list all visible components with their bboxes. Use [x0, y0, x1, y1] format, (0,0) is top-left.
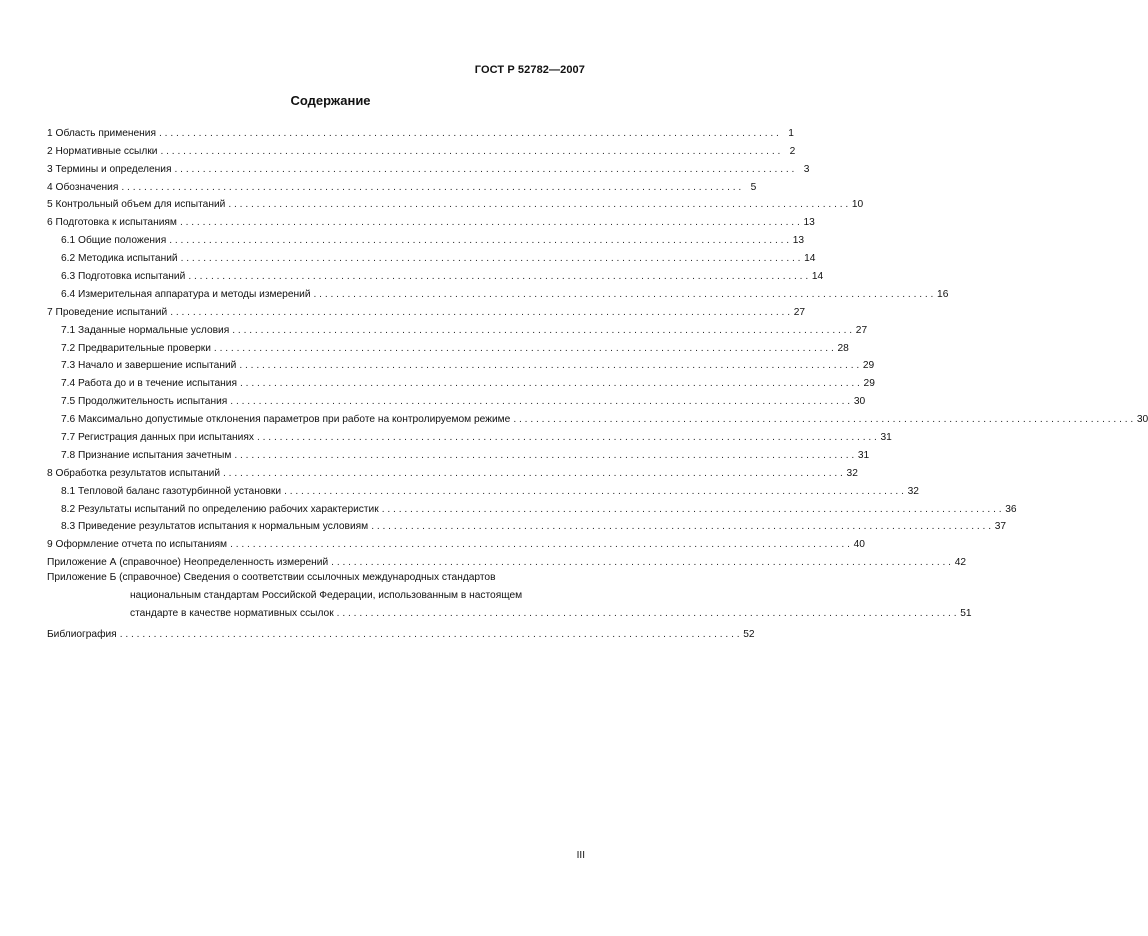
toc-entry-page: 29 [862, 360, 875, 372]
toc-entry-page: 52 [743, 628, 755, 640]
toc-entry-label [61, 378, 237, 390]
toc-entry-label [61, 486, 281, 498]
leader-dots [334, 605, 960, 623]
toc-entry-label [61, 521, 368, 533]
toc-entry-number: 7.4 [61, 378, 76, 390]
toc-entry[interactable] [47, 247, 816, 265]
toc-entry-page: 10 [851, 199, 864, 211]
toc-entry-label: Приложение А (справочное) Неопределенность измерений [47, 557, 329, 569]
toc-entry-title: Продолжительность испытания [78, 396, 228, 408]
toc-entry[interactable] [47, 480, 919, 498]
toc-entry-label [61, 271, 185, 283]
table-of-contents [47, 122, 1148, 641]
toc-entry-label [61, 504, 379, 516]
toc-entry-label [47, 128, 156, 140]
leader-dots [156, 128, 782, 140]
toc-entry-number: 7.6 [61, 414, 76, 426]
toc-entry-number: 4 [47, 181, 53, 193]
toc-entry-title: Контрольный объем для испытаний [55, 199, 226, 211]
toc-entry-page: 2 [789, 145, 796, 157]
toc-entry-number: 8.1 [61, 485, 76, 497]
toc-entry[interactable] [47, 390, 866, 408]
toc-entry-title: Признание испытания зачетным [78, 449, 232, 461]
toc-entry-page: 36 [1005, 503, 1017, 515]
toc-entry[interactable] [47, 122, 794, 140]
document-code: ГОСТ Р 52782—2007 [474, 64, 585, 76]
toc-entry-title: Работа до и в течение испытания [78, 378, 238, 390]
toc-entry-page: 31 [880, 432, 892, 444]
toc-entry-label [61, 325, 229, 337]
toc-entry-label: стандарте в качестве нормативных ссылок [130, 608, 334, 620]
toc-entry[interactable] [47, 211, 815, 229]
toc-entry-page: 13 [803, 217, 815, 229]
toc-entry-label [47, 217, 177, 229]
toc-entry-title: Тепловой баланс газотурбинной установки [78, 485, 282, 497]
toc-entry[interactable] [47, 408, 1148, 426]
toc-entry-page: 30 [853, 396, 866, 408]
toc-entry-label [47, 199, 225, 211]
toc-entry-number: 6.2 [61, 253, 76, 265]
toc-entry-page: 27 [855, 324, 868, 336]
leader-dots [167, 307, 793, 319]
toc-entry-page: 37 [994, 521, 1007, 533]
toc-entry-page: 30 [1136, 414, 1148, 426]
leader-dots [211, 343, 837, 355]
toc-entry-label [61, 360, 236, 372]
toc-entry-label [47, 307, 167, 319]
toc-entry-page: 51 [960, 608, 972, 620]
toc-entry-number: 7 [47, 306, 53, 318]
toc-entry[interactable] [47, 319, 868, 337]
toc-entry-number: 9 [47, 539, 53, 551]
leader-dots [177, 217, 803, 229]
toc-entry-page: 29 [863, 378, 875, 390]
toc-entry-title: Термины и определения [55, 163, 172, 175]
toc-entry-number: 5 [47, 199, 53, 211]
toc-entry[interactable] [47, 301, 806, 319]
leader-dots [117, 629, 743, 641]
toc-entry-number: 3 [47, 163, 53, 175]
toc-entry[interactable] [47, 426, 892, 444]
toc-entry-number: 7.7 [61, 432, 76, 444]
toc-entry-title: Нормативные ссылки [55, 145, 158, 157]
toc-entry-label [61, 432, 254, 444]
toc-entry-page: 14 [811, 271, 824, 283]
leader-dots [166, 235, 792, 247]
toc-entry-number: 6.4 [61, 288, 76, 300]
toc-entry[interactable] [47, 516, 1007, 534]
toc-entry[interactable] [47, 194, 864, 212]
toc-entry-page: 32 [907, 485, 919, 497]
toc-entry[interactable] [47, 337, 849, 355]
toc-entry-label [47, 146, 157, 158]
appendix-b-head: Приложение Б (справочное) Сведения о соответствии ссылочных международных стандартов [47, 572, 496, 584]
leader-dots [311, 289, 937, 301]
toc-entry[interactable] [47, 140, 796, 158]
toc-entry-title: Результаты испытаний по определению рабочих характеристик [78, 503, 379, 515]
page-number: III [576, 850, 585, 861]
toc-entry-number: 8.2 [61, 503, 76, 515]
toc-entry-page: 42 [954, 557, 967, 569]
toc-entry-page: 5 [750, 181, 757, 193]
toc-entry-page: 28 [837, 342, 849, 354]
toc-entry-title: Методика испытаний [78, 253, 178, 265]
toc-entry-number: 8 [47, 467, 53, 479]
leader-dots [172, 164, 798, 176]
toc-entry-title: Приведение результатов испытания к нормальным условиям [78, 521, 369, 533]
leader-dots [281, 486, 907, 498]
toc-entry[interactable] [47, 283, 949, 301]
toc-entry-page: 27 [793, 306, 806, 318]
toc-entry-label [61, 235, 166, 247]
toc-entry-title: Предварительные проверки [78, 342, 211, 354]
toc-entry-number: 6 [47, 217, 53, 229]
toc-entry-label [61, 289, 311, 301]
toc-entry-number: 7.3 [61, 360, 76, 372]
toc-entry-label [47, 164, 172, 176]
toc-entry-page: 32 [846, 467, 858, 479]
toc-entry-label [47, 539, 227, 551]
leader-dots [227, 539, 853, 551]
toc-entry-label [47, 182, 118, 194]
appendix-b-line-3 [47, 605, 972, 623]
leader-dots [328, 557, 954, 569]
toc-entry-title: Обозначения [55, 181, 119, 193]
toc-entry-page: 14 [804, 253, 816, 265]
toc-entry-title: Подготовка к испытаниям [55, 217, 177, 229]
toc-entry-title: Обработка результатов испытаний [55, 467, 221, 479]
toc-entry-label [61, 343, 211, 355]
leader-dots [185, 271, 811, 283]
leader-dots [368, 521, 994, 533]
leader-dots [227, 396, 853, 408]
toc-entry-title: Общие положения [78, 235, 167, 247]
toc-entry-number: 7.2 [61, 342, 76, 354]
toc-entry-title: Измерительная аппаратура и методы измерений [78, 288, 311, 300]
toc-entry-number: 6.3 [61, 271, 76, 283]
leader-dots [379, 504, 1005, 516]
leader-dots [237, 378, 863, 390]
leader-dots [510, 414, 1136, 426]
toc-entry-label [61, 253, 178, 265]
toc-entry-page: 40 [853, 539, 865, 551]
toc-entry-number: 7.8 [61, 449, 76, 461]
page-title: Содержание [290, 93, 371, 108]
toc-entry[interactable] [47, 372, 875, 390]
toc-entry[interactable] [47, 265, 824, 283]
toc-entry-appendix-b[interactable] [47, 569, 972, 623]
toc-entry-appendix-a[interactable] [47, 551, 967, 569]
toc-entry-title: Проведение испытаний [55, 306, 168, 318]
toc-entry-title: Подготовка испытаний [78, 271, 186, 283]
toc-entry[interactable] [47, 229, 805, 247]
toc-entry-page: 1 [788, 127, 794, 139]
toc-entry-title: Область применения [55, 127, 156, 139]
toc-entry-page: 3 [803, 163, 810, 175]
leader-dots [236, 360, 862, 372]
toc-entry-number: 7.5 [61, 396, 76, 408]
toc-entry-title: Оформление отчета по испытаниям [55, 539, 228, 551]
leader-dots [231, 450, 857, 462]
toc-entry[interactable] [47, 158, 810, 176]
toc-entry-page: 31 [857, 449, 870, 461]
toc-entry-title: Начало и завершение испытаний [78, 360, 237, 372]
toc-entry-title: Максимально допустимые отклонения параметров при работе на контролируемом режиме [78, 414, 511, 426]
toc-entry-page: 16 [937, 288, 949, 300]
toc-entry-label [61, 396, 227, 408]
toc-entries [47, 122, 1148, 551]
toc-entry[interactable] [47, 533, 865, 551]
toc-entry-title: Заданные нормальные условия [78, 324, 230, 336]
appendix-b-line-2: национальным стандартам Российской Федерации, использованным в настоящем [130, 590, 523, 602]
toc-entry-number: 2 [47, 145, 53, 157]
toc-entry-label [61, 450, 231, 462]
toc-entry-label [47, 468, 220, 480]
toc-entry-number: 7.1 [61, 324, 76, 336]
toc-entry-label: Библиография [47, 628, 117, 640]
leader-dots [254, 432, 880, 444]
toc-entry[interactable] [47, 462, 858, 480]
toc-entry-label [61, 414, 510, 426]
toc-entry-title: Регистрация данных при испытаниях [78, 432, 254, 444]
toc-entry-page: 13 [792, 235, 805, 247]
toc-entry-number: 6.1 [61, 235, 76, 247]
toc-entry[interactable] [47, 355, 875, 373]
toc-entry-number: 1 [47, 127, 53, 139]
leader-dots [229, 325, 855, 337]
leader-dots [157, 146, 783, 158]
leader-dots [118, 182, 744, 194]
leader-dots [178, 253, 804, 265]
toc-entry[interactable] [47, 444, 870, 462]
toc-entry-bibliography[interactable] [47, 623, 755, 641]
leader-dots [225, 199, 851, 211]
toc-entry[interactable] [47, 176, 757, 194]
toc-entry[interactable] [47, 498, 1017, 516]
toc-entry-number: 8.3 [61, 521, 76, 533]
leader-dots [220, 468, 846, 480]
